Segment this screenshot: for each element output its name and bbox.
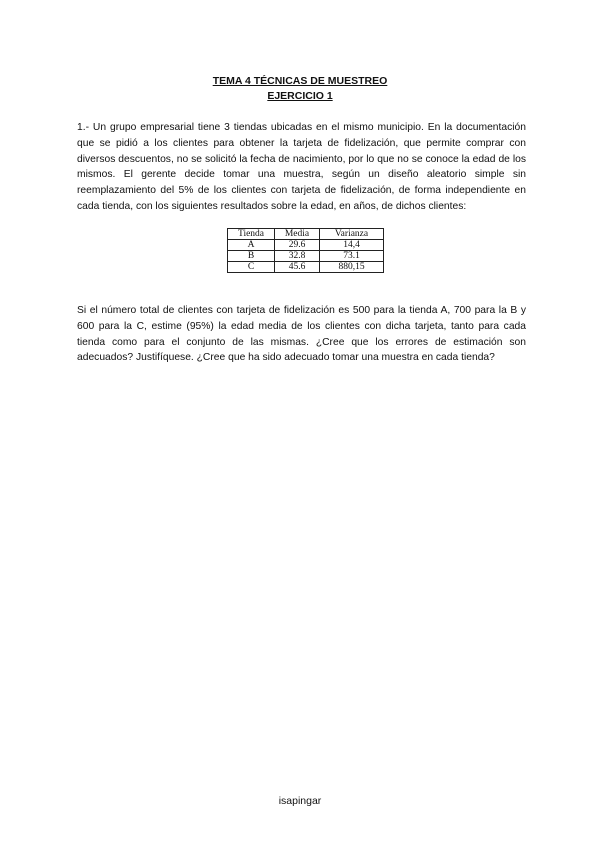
table-header-row [228,229,384,240]
document-title: TEMA 4 TÉCNICAS DE MUESTREO [212,75,388,87]
column-header-media: Media [275,229,320,240]
table-cell: 32.8 [275,251,320,262]
problem-statement: 1.- Un grupo empresarial tiene 3 tiendas ubicadas en el mismo municipio. En la documentación que se pidió a los clientes para obtener la tarjeta de fidelización, que permite comprar con diversos descuentos, no se solicitó la fecha de nacimiento, por lo que no se conoce la edad de los mismos. El gerente decide tomar una muestra, según un diseño aleatorio simple sin reemplazamiento del 5% de los clientes con tarjeta de fidelización, de forma independiente en cada tienda, con los siguientes resultados sobre la edad, en años, de dichos clientes: [77,122,526,212]
table-cell: 29.6 [275,240,320,251]
table-cell: A [228,240,275,251]
column-header-varianza: Varianza [320,229,384,240]
column-header-tienda: Tienda [228,229,275,240]
table-cell: 880,15 [320,262,384,273]
table-row [228,262,384,273]
table-row [228,240,384,251]
exercise-heading: EJERCICIO 1 [267,90,333,102]
table-cell: 14,4 [320,240,384,251]
table-row [228,251,384,262]
author-footer: isapingar [278,795,322,807]
question-text: Si el número total de clientes con tarjeta de fidelización es 500 para la tienda A, 700 para la B y 600 para la C, estime (95%) la edad media de los clientes con dicha tarjeta, tanto para cada tienda como para el conjunto de las mismas. ¿Cree que los errores de estimación son adecuados? Justifíquese. ¿Cree que ha sido adecuado tomar una muestra en cada tienda? [77,305,526,364]
table-cell: B [228,251,275,262]
table-cell: C [228,262,275,273]
table-cell: 73.1 [320,251,384,262]
table-cell: 45.6 [275,262,320,273]
results-table [227,228,384,273]
